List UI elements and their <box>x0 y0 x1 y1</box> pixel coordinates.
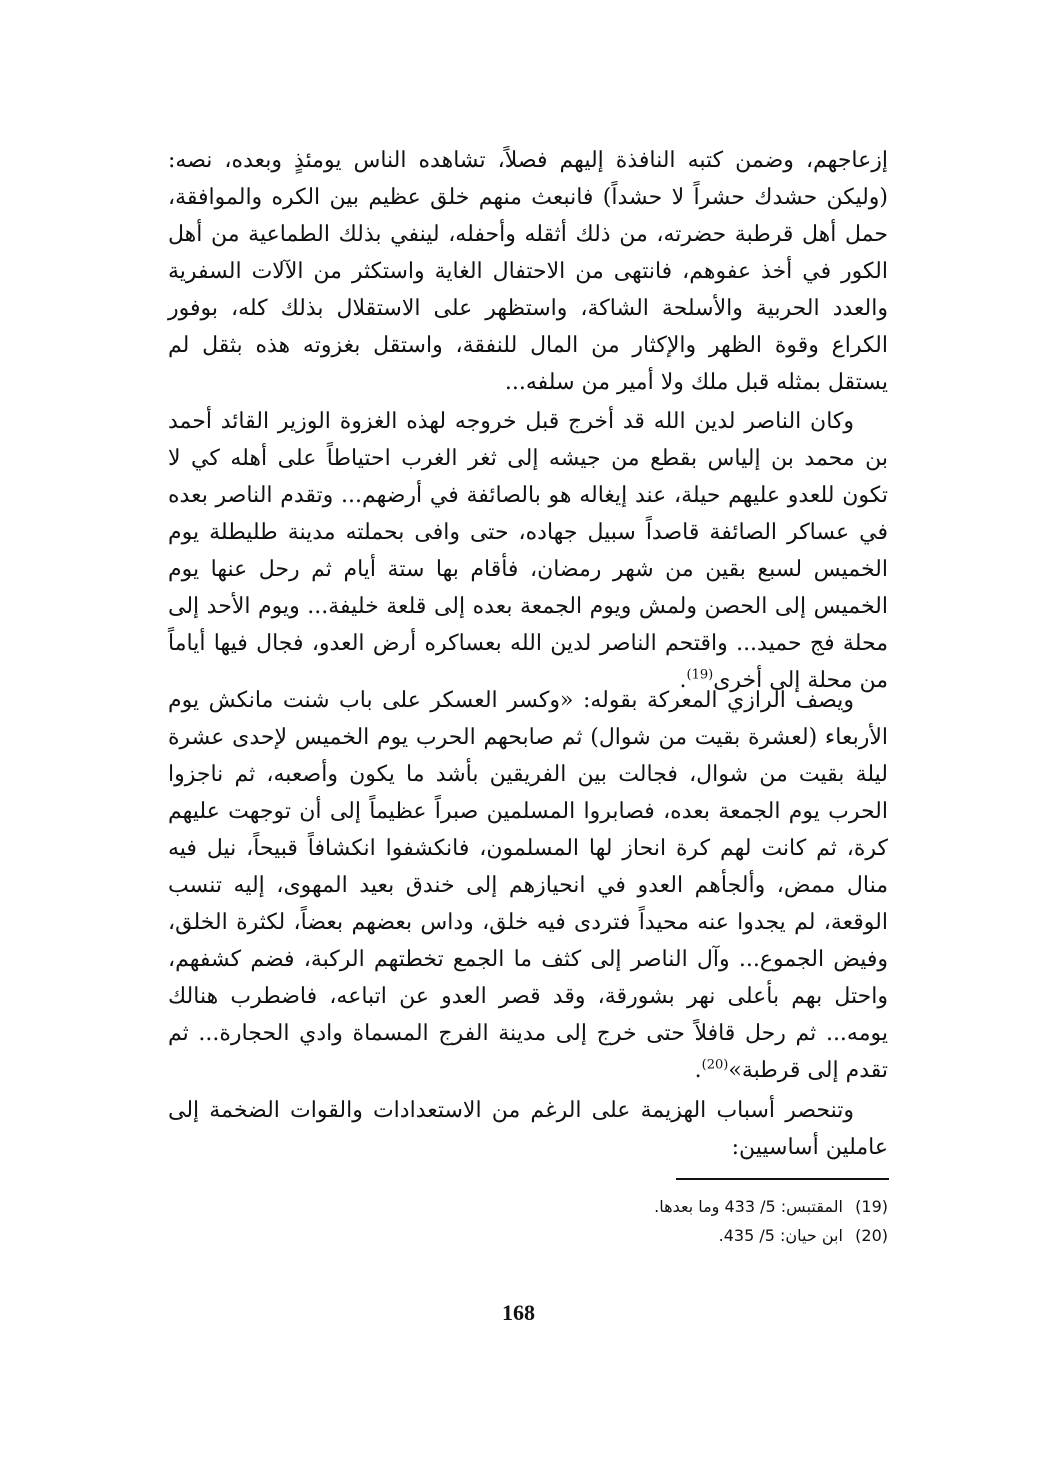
paragraph-4-text: وتنحصر أسباب الهزيمة على الرغم من الاستعدادات والقوات الضخمة إلى عاملين أساسيين: <box>168 1098 888 1160</box>
paragraph-2-end: . <box>679 668 687 693</box>
footnote-number: (19) <box>855 1197 888 1216</box>
paragraph-4 <box>168 1092 888 1166</box>
paragraph-2-text: وكان الناصر لدين الله قد أخرج قبل خروجه لهذه الغزوة الوزير القائد أحمد بن محمد بن إلياس بقطع من جيشه إلى ثغر الغرب احتياطاً على أهله كي لا تكون للعدو عليهم حيلة، عند إيغاله هو بالصائفة في أرضهم... وتقدم الناصر بعده في عساكر الصائفة قاصداً سبيل جهاده، حتى وافى بحملته مدينة طليطلة يوم الخميس لسبع بقين من شهر رمضان، فأقام بها ستة أيام ثم رحل عنها يوم الخميس إلى الحصن ولمش ويوم الجمعة بعده إلى قلعة خليفة... ويوم الأحد إلى محلة فج حميد... واقتحم الناصر لدين الله بعساكره أرض العدو، فجال فيها أياماً من محلة إلى أخرى <box>168 409 888 693</box>
footnote-20 <box>500 1221 888 1250</box>
paragraph-1-text: إزعاجهم، وضمن كتبه النافذة إليهم فصلاً، تشاهده الناس يومئذٍ وبعده، نصه: (وليكن حشدك حشراً لا حشداً) فانبعث منهم خلق عظيم بين الكره والموافقة، حمل أهل قرطبة حضرته، من ذلك أثقله وأحفله، لينفي بذلك الطماعية من أهل الكور في أخذ عفوهم، فانتهى من الاحتفال الغاية واستكثر من الآلات السفرية والعدد الحربية والأسلحة الشاكة، واستظهر على الاستقلال بذلك كله، بوفور الكراع وقوة الظهر والإكثار من المال للنفقة، واستقل بغزوته هذه بثقل لم يستقل بمثله قبل ملك ولا أمير من سلفه... <box>168 148 888 395</box>
footnotes <box>500 1192 888 1250</box>
footnote-19 <box>500 1192 888 1221</box>
paragraph-3 <box>168 682 888 1089</box>
page-number: 168 <box>502 1300 535 1325</box>
paragraph-1 <box>168 142 888 401</box>
footnote-ref-19[interactable]: (19) <box>686 667 714 683</box>
paragraph-2 <box>168 403 888 699</box>
footnote-divider <box>676 1178 889 1180</box>
paragraph-3-end: . <box>694 1058 702 1083</box>
footnote-text: المقتبس: 5/ 433 وما بعدها. <box>654 1197 843 1216</box>
footnote-ref-20[interactable]: (20) <box>701 1057 729 1073</box>
paragraph-3-text: ويصف الرازي المعركة بقوله: «وكسر العسكر على باب شنت مانكش يوم الأربعاء (لعشرة بقيت من شوال) ثم صابحهم الحرب يوم الخميس لإحدى عشرة ليلة بقيت من شوال، فجالت بين الفريقين بأشد ما يكون وأصعبه، ثم ناجزوا الحرب يوم الجمعة بعده، فصابروا المسلمين صبراً عظيماً إلى أن توجهت عليهم كرة، ثم كانت لهم كرة انحاز لها المسلمون، فانكشفوا انكشافاً قبيحاً، نيل فيه منال ممض، وألجأهم العدو في انحيازهم إلى خندق بعيد المهوى، إليه تنسب الوقعة، لم يجدوا عنه محيداً فتردى فيه خلق، وداس بعضهم بعضاً، لكثرة الخلق، وفيض الجموع... وآل الناصر إلى كثف ما الجمع تخطتهم الركبة، فضم كشفهم، واحتل بهم بأعلى نهر بشورقة، وقد قصر العدو عن اتباعه، فاضطرب هنالك يومه... ثم رحل قافلاً حتى خرج إلى مدينة الفرج المسماة وادي الحجارة... ثم تقدم إلى قرطبة» <box>168 688 888 1083</box>
footnote-number: (20) <box>855 1226 888 1245</box>
footnote-text: ابن حيان: 5/ 435. <box>718 1226 843 1245</box>
